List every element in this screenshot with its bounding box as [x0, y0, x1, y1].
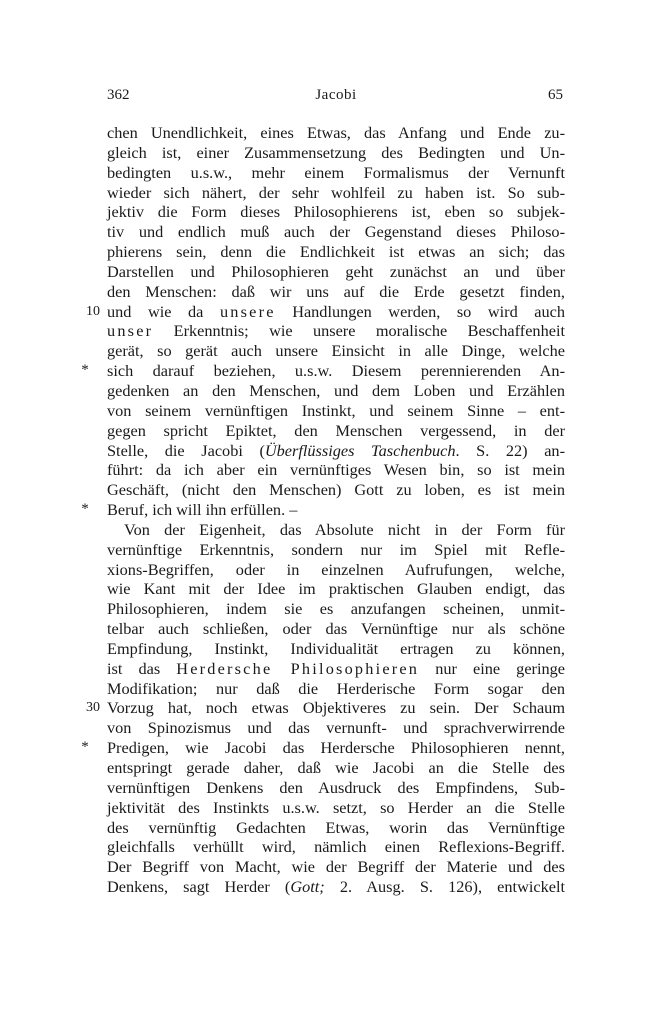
text-line	[107, 560, 565, 580]
text-line	[107, 460, 565, 480]
line-text: tiv und endlich muß auch der Gegenstand dieses Philoso-	[107, 222, 565, 242]
text-line	[107, 183, 565, 203]
line-text: vernünftige Erkenntnis, sondern nur im Spiel mit Refle-	[107, 539, 565, 559]
text-line	[107, 163, 565, 183]
text-line	[107, 718, 565, 738]
text-line	[107, 758, 565, 778]
line-number: 10	[86, 303, 100, 319]
line-text: wieder sich nähert, der sehr wohlfeil zu haben ist. So sub-	[107, 182, 565, 202]
text-line	[107, 321, 565, 341]
running-header	[107, 87, 565, 109]
text-line	[107, 619, 565, 639]
text-line	[107, 421, 565, 441]
line-text: Vorzug hat, noch etwas Objektiveres zu sein. Der Schaum	[107, 698, 565, 718]
line-text: den Menschen: daß wir uns auf die Erde gesetzt finden,	[107, 281, 565, 301]
line-text: Predigen, wie Jacobi das Herdersche Philosophieren nennt,	[107, 738, 565, 758]
line-text: des vernünftig Gedachten Etwas, worin das Vernünftige	[107, 817, 565, 837]
line-number: 30	[86, 700, 100, 716]
text-line	[107, 341, 565, 361]
text-line	[107, 262, 565, 282]
line-text: und wie da unsere Handlungen werden, so wird auch	[107, 301, 565, 321]
text-line	[107, 798, 565, 818]
text-line	[107, 579, 565, 599]
text-line	[107, 401, 565, 421]
text-line	[107, 242, 565, 262]
page-number-left: 362	[107, 87, 130, 103]
text-line	[107, 381, 565, 401]
text-line	[86, 698, 565, 718]
line-text: chen Unendlichkeit, eines Etwas, das Anfang und Ende zu-	[107, 123, 565, 142]
text-line	[107, 540, 565, 560]
text-line	[107, 857, 565, 877]
line-text: jektivität des Instinkts u.s.w. setzt, so Herder an die Stelle	[107, 797, 565, 817]
line-text: ist das Herdersche Philosophieren nur eine geringe	[107, 658, 566, 678]
line-text: Empfindung, Instinkt, Individualität ertragen zu können,	[107, 638, 565, 658]
line-text: Philosophieren, indem sie es anzufangen scheinen, unmit-	[107, 599, 565, 619]
line-text: wie Kant mit der Idee im praktischen Glauben endigt, das	[107, 579, 565, 599]
text-line	[107, 778, 565, 798]
line-text: bedingten u.s.w., mehr einem Formalismus der Vernunft	[107, 162, 565, 182]
text-line	[107, 441, 565, 461]
line-text: gleichfalls verhüllt wird, nämlich einen Reflexions-Begriff.	[107, 837, 565, 857]
text-line	[107, 599, 565, 619]
line-text: gedenken an den Menschen, und dem Loben und Erzählen	[107, 380, 565, 400]
text-line	[81, 500, 565, 520]
line-text: xions-Begriffen, oder in einzelnen Aufrufungen, welche,	[107, 559, 565, 579]
text-line	[107, 837, 565, 857]
text-line	[86, 301, 565, 322]
line-text: Beruf, ich will ihn erfüllen. –	[107, 500, 298, 520]
line-text: gleich ist, einer Zusammensetzung des Bedingten und Un-	[107, 142, 565, 162]
line-text: Geschäft, (nicht den Menschen) Gott zu loben, es ist mein	[107, 480, 565, 500]
line-text: phierens sein, denn die Endlichkeit ist etwas an sich; das	[107, 242, 565, 262]
text-line	[107, 222, 565, 242]
text-line	[107, 202, 565, 222]
line-text: Denkens, sagt Herder (Gott; 2. Ausg. S. 126), entwickelt	[107, 877, 565, 897]
text-line	[107, 143, 565, 163]
annotation-marker: *	[81, 362, 89, 379]
annotation-marker: *	[81, 739, 89, 756]
text-line	[107, 520, 565, 540]
body-text	[81, 123, 566, 897]
line-text: Modifikation; nur daß die Herderische Form sogar den	[107, 678, 565, 698]
annotation-marker: *	[81, 501, 89, 518]
line-text: unser Erkenntnis; wie unsere moralische Beschaffenheit	[107, 321, 565, 341]
line-text: Darstellen und Philosophieren geht zunächst an und über	[107, 261, 565, 281]
running-title: Jacobi	[315, 87, 357, 103]
text-line	[107, 679, 565, 699]
text-line	[107, 480, 565, 500]
text-line	[81, 738, 565, 758]
line-text: führt: da ich aber ein vernünftiges Wesen bin, so ist mein	[107, 460, 565, 480]
text-line	[107, 639, 565, 659]
line-text: sich darauf beziehen, u.s.w. Diesem perennierenden An-	[107, 361, 565, 381]
line-text: gegen spricht Epiktet, den Menschen vergessend, in der	[107, 420, 565, 440]
line-text: Der Begriff von Macht, wie der Begriff der Materie und des	[107, 857, 565, 877]
line-text: jektiv die Form dieses Philosophierens ist, eben so subjek-	[107, 202, 565, 222]
page-number-right: 65	[548, 87, 563, 103]
text-line	[107, 818, 565, 838]
line-text: Von der Eigenheit, das Absolute nicht in der Form für	[124, 519, 565, 539]
text-line	[107, 123, 565, 143]
text-line	[81, 361, 565, 381]
line-text: von Spinozismus und das vernunft- und sprachverwirrende	[107, 718, 565, 738]
text-line	[107, 659, 565, 679]
line-text: von seinem vernünftigen Instinkt, und seinem Sinne – ent-	[107, 400, 565, 420]
line-text: gerät, so gerät auch unsere Einsicht in alle Dinge, welche	[107, 341, 565, 361]
line-text: entspringt gerade daher, daß wie Jacobi an die Stelle des	[107, 758, 565, 777]
text-line	[107, 877, 565, 897]
line-text: telbar auch schließen, oder das Vernünftige nur als schöne	[107, 619, 565, 639]
text-line	[107, 282, 565, 302]
line-text: vernünftigen Denkens den Ausdruck des Empfindens, Sub-	[107, 777, 565, 797]
line-text: Stelle, die Jacobi (Überflüssiges Taschenbuch. S. 22) an-	[107, 440, 565, 460]
